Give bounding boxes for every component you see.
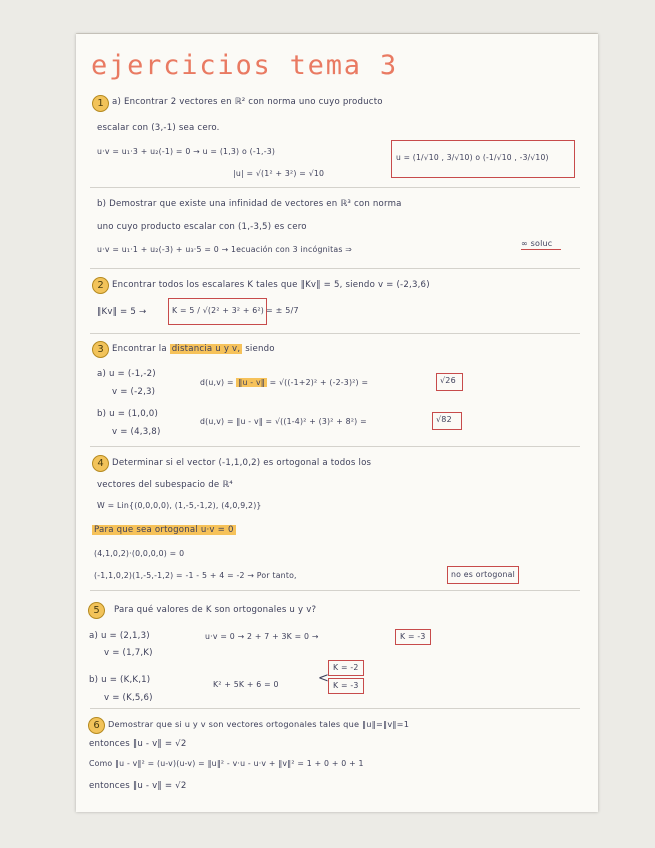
ex5-b-answer-2: K = -3 — [328, 678, 364, 694]
exercise-4-number: 4 — [92, 455, 109, 472]
ex4-product-1: (4,1,0,2)·(0,0,0,0) = 0 — [94, 549, 185, 558]
ex2-work: ‖Kv‖ = 5 → — [97, 307, 147, 317]
ex2-result: = ± 5/7 — [266, 306, 299, 315]
ex5-b-u: b) u = (K,K,1) — [89, 675, 151, 685]
ex5-a-u: a) u = (2,1,3) — [89, 631, 150, 641]
ex3-statement-pre: Encontrar la — [112, 344, 167, 354]
exercise-6-number: 6 — [88, 717, 105, 734]
ex1-a-statement-2: escalar con (3,-1) sea cero. — [97, 123, 220, 133]
ex5-a-equation: u·v = 0 → 2 + 7 + 3K = 0 → — [205, 632, 319, 641]
ex4-answer-box: no es ortogonal — [447, 566, 519, 584]
ex1-a-answer: u = (1/√10 , 3/√10) o (-1/√10 , -3/√10) — [396, 153, 549, 162]
ex5-b-answer-1: K = -2 — [328, 660, 364, 676]
ex4-note — [92, 526, 236, 535]
divider — [90, 708, 580, 709]
ex1-b-answer: ∞ soluc — [521, 240, 561, 250]
ex1-b-statement-1: b) Demostrar que existe una infinidad de vectores en ℝ³ con norma — [97, 199, 402, 209]
ex3-b-equation: d(u,v) = ‖u - v‖ = √((1-4)² + (3)² + 8²) = — [200, 417, 367, 426]
ex3-a-u: a) u = (-1,-2) — [97, 369, 156, 379]
exercise-1-number: 1 — [92, 95, 109, 112]
ex3-b-result: √82 — [436, 415, 452, 424]
ex3-a-eq-pre: d(u,v) = — [200, 378, 234, 387]
ex5-a-v: v = (1,7,K) — [104, 648, 153, 658]
ex3-a-result: √26 — [440, 376, 456, 385]
ex1-a-work-1: u·v = u₁·3 + u₂(-1) = 0 → u = (1,3) o (-1,-3) — [97, 147, 276, 156]
ex5-b-equation: K² + 5K + 6 = 0 — [213, 680, 279, 689]
ex3-statement — [112, 345, 275, 354]
ex4-note-highlight: Para que sea ortogonal u·v = 0 — [94, 525, 234, 535]
exercise-3-number: 3 — [92, 341, 109, 358]
divider — [90, 333, 580, 334]
ex3-b-u: b) u = (1,0,0) — [97, 409, 159, 419]
divider — [90, 187, 580, 188]
ex1-a-statement-1: a) Encontrar 2 vectores en ℝ² con norma uno cuyo producto — [112, 97, 383, 107]
ex6-statement-2: entonces ‖u - v‖ = √2 — [89, 739, 187, 749]
ex5-a-answer-box: K = -3 — [395, 629, 431, 645]
page-title: ejercicios tema 3 — [91, 50, 398, 81]
divider — [90, 268, 580, 269]
ex2-statement: Encontrar todos los escalares K tales que ‖Kv‖ = 5, siendo v = (-2,3,6) — [112, 280, 430, 290]
ex3-statement-post: siendo — [245, 344, 275, 354]
ex1-b-work: u·v = u₁·1 + u₂(-3) + u₃·5 = 0 → 1ecuación con 3 incógnitas ⇒ — [97, 245, 353, 254]
ex5-b-v: v = (K,5,6) — [104, 693, 153, 703]
ex3-highlight: distancia u y v, — [171, 344, 241, 354]
ex5-b-brace: < — [318, 671, 330, 686]
ex4-statement-1: Determinar si el vector (-1,1,0,2) es ortogonal a todos los — [112, 458, 372, 468]
ex4-subspace: W = Lin{(0,0,0,0), (1,-5,-1,2), (4,0,9,2)} — [97, 501, 262, 510]
ex6-conclusion: entonces ‖u - v‖ = √2 — [89, 781, 187, 791]
ex3-a-eq-highlight: ‖u - v‖ — [238, 378, 265, 387]
ex4-product-2: (-1,1,0,2)(1,-5,-1,2) = -1 - 5 + 4 = -2 → Por tanto, — [94, 571, 297, 580]
ex4-statement-2: vectores del subespacio de ℝ⁴ — [97, 480, 233, 490]
ex3-b-v: v = (4,3,8) — [112, 427, 161, 437]
divider — [90, 590, 580, 591]
ex2-answer: K = 5 / √(2² + 3² + 6²) — [172, 306, 265, 315]
ex6-work: Como ‖u - v‖² = (u-v)(u-v) = ‖u‖² - v·u - u·v + ‖v‖² = 1 + 0 + 0 + 1 — [89, 759, 364, 768]
ex5-statement: Para qué valores de K son ortogonales u y v? — [114, 605, 317, 615]
ex1-a-norm: |u| = √(1² + 3²) = √10 — [233, 169, 325, 178]
ex6-statement-1: Demostrar que si u y v son vectores ortogonales tales que ‖u‖=‖v‖=1 — [108, 719, 410, 729]
ex3-a-eq-post: = √((-1+2)² + (-2-3)²) = — [269, 378, 369, 387]
exercise-2-number: 2 — [92, 277, 109, 294]
ex3-a-equation — [200, 379, 368, 387]
ex1-b-statement-2: uno cuyo producto escalar con (1,-3,5) es cero — [97, 222, 307, 232]
ex3-a-v: v = (-2,3) — [112, 387, 156, 397]
divider — [90, 446, 580, 447]
exercise-5-number: 5 — [88, 602, 105, 619]
